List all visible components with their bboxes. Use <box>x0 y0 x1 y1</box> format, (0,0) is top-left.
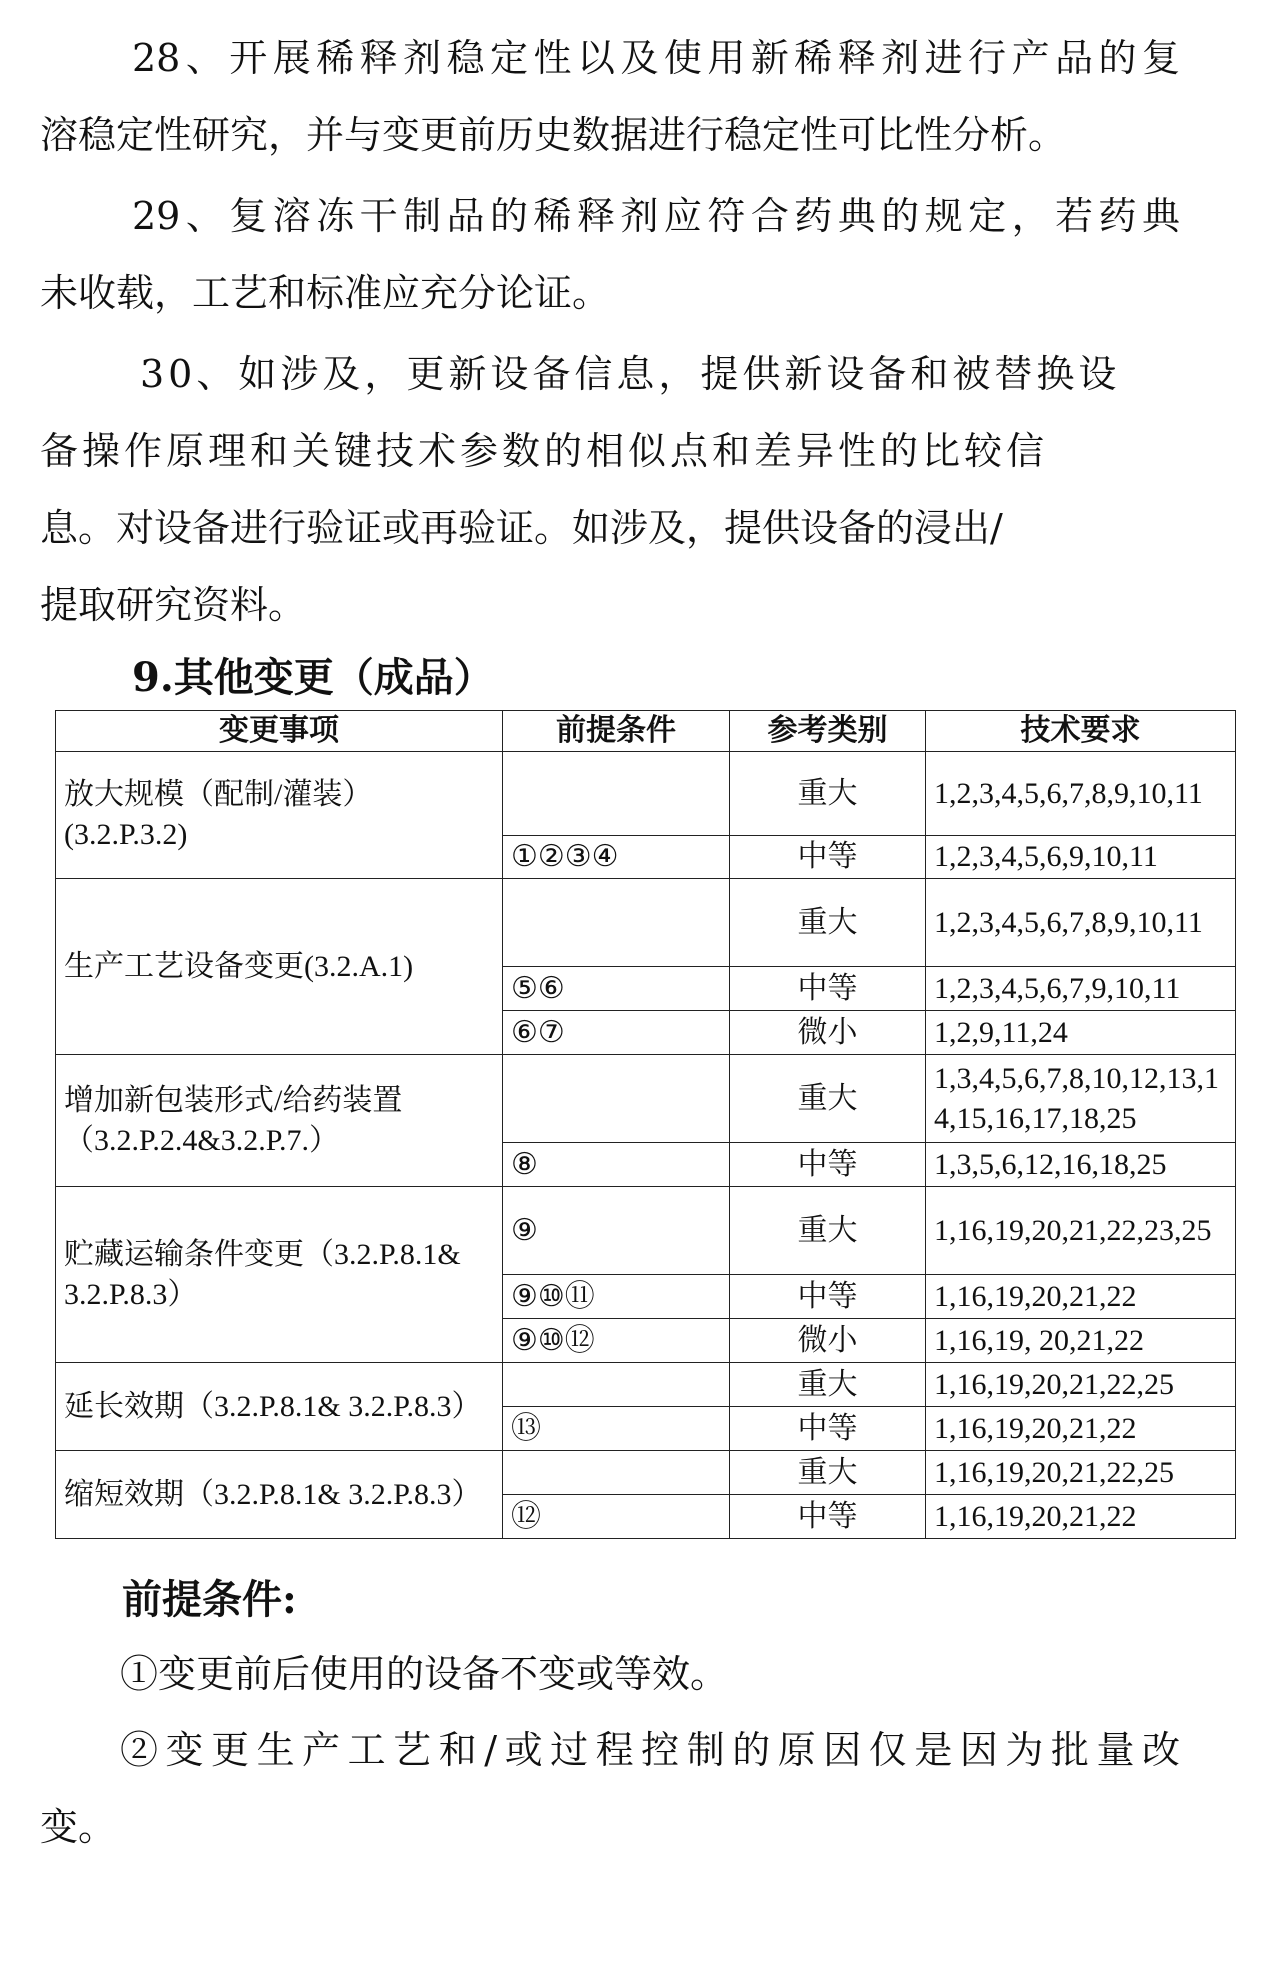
prerequisite-2-line1: ②变更生产工艺和/或过程控制的原因仅是因为批量改 <box>120 1728 1180 1772</box>
paragraph-29 <box>40 178 1180 332</box>
tech-cell: 1,2,3,4,5,6,7,8,9,10,11 <box>926 752 1236 836</box>
tech-cell: 1,2,3,4,5,6,7,9,10,11 <box>926 967 1236 1011</box>
header-tech: 技术要求 <box>926 711 1236 752</box>
tech-cell: 1,2,3,4,5,6,7,8,9,10,11 <box>926 879 1236 967</box>
paragraph-30-line1: 30、如涉及，更新设备信息，提供新设备和被替换设 <box>140 352 1121 396</box>
table-row <box>56 1055 1236 1143</box>
tech-cell: 1,16,19,20,21,22 <box>926 1407 1236 1451</box>
paragraph-29-line1: 29、复溶冻干制品的稀释剂应符合药典的规定，若药典 <box>132 194 1180 238</box>
paragraph-30-line3: 息。对设备进行验证或再验证。如涉及，提供设备的浸出/ <box>40 506 1003 550</box>
category-cell: 重大 <box>730 879 926 967</box>
tech-cell: 1,16,19,20,21,22,25 <box>926 1363 1236 1407</box>
prereq-cell: ⑫ <box>503 1495 730 1539</box>
category-cell: 重大 <box>730 1187 926 1275</box>
table-header-row <box>56 711 1236 752</box>
prereq-cell: ①②③④ <box>503 836 730 879</box>
header-item: 变更事项 <box>56 711 503 752</box>
category-cell: 重大 <box>730 1451 926 1495</box>
tech-cell: 1,3,5,6,12,16,18,25 <box>926 1143 1236 1187</box>
category-cell: 中等 <box>730 1275 926 1319</box>
prereq-cell: ⑨ <box>503 1187 730 1275</box>
table-row <box>56 1363 1236 1407</box>
category-cell: 重大 <box>730 1363 926 1407</box>
prereq-cell: ⑬ <box>503 1407 730 1451</box>
header-category: 参考类别 <box>730 711 926 752</box>
prereq-cell: ⑤⑥ <box>503 967 730 1011</box>
item-cell: 缩短效期（3.2.P.8.1& 3.2.P.8.3） <box>56 1451 503 1539</box>
prereq-cell: ⑥⑦ <box>503 1011 730 1055</box>
item-cell: 延长效期（3.2.P.8.1& 3.2.P.8.3） <box>56 1363 503 1451</box>
item-cell: 贮藏运输条件变更（3.2.P.8.1& 3.2.P.8.3） <box>56 1187 503 1363</box>
table-row <box>56 1187 1236 1275</box>
tech-cell: 1,2,9,11,24 <box>926 1011 1236 1055</box>
table-row <box>56 752 1236 836</box>
item-cell: 增加新包装形式/给药装置（3.2.P.2.4&3.2.P.7.） <box>56 1055 503 1187</box>
prereq-cell: ⑨⑩⑫ <box>503 1319 730 1363</box>
paragraph-30-line4: 提取研究资料。 <box>40 583 307 627</box>
table-row <box>56 1451 1236 1495</box>
prerequisites-title: 前提条件: <box>122 1576 297 1623</box>
category-cell: 重大 <box>730 1055 926 1143</box>
paragraph-30-line2: 备操作原理和关键技术参数的相似点和差异性的比较信 <box>40 429 1049 473</box>
tech-cell: 1,2,3,4,5,6,9,10,11 <box>926 836 1236 879</box>
prereq-cell: ⑨⑩⑪ <box>503 1275 730 1319</box>
prerequisite-2-line2: 变。 <box>40 1805 117 1849</box>
table-row <box>56 879 1236 967</box>
category-cell: 中等 <box>730 1143 926 1187</box>
tech-cell: 1,16,19,20,21,22 <box>926 1495 1236 1539</box>
prereq-cell <box>503 752 730 836</box>
section-title: 9.其他变更（成品） <box>132 654 494 701</box>
paragraph-30 <box>40 336 1180 644</box>
category-cell: 微小 <box>730 1011 926 1055</box>
tech-cell: 1,16,19,20,21,22,25 <box>926 1451 1236 1495</box>
prereq-cell <box>503 879 730 967</box>
prereq-cell <box>503 1451 730 1495</box>
paragraph-28 <box>40 20 1180 174</box>
prerequisite-2 <box>40 1712 1180 1866</box>
item-cell: 生产工艺设备变更(3.2.A.1) <box>56 879 503 1055</box>
change-table <box>55 710 1236 1539</box>
paragraph-28-line2: 溶稳定性研究，并与变更前历史数据进行稳定性可比性分析。 <box>40 113 1067 157</box>
category-cell: 中等 <box>730 1407 926 1451</box>
paragraph-28-line1: 28、开展稀释剂稳定性以及使用新稀释剂进行产品的复 <box>132 36 1180 80</box>
header-prereq: 前提条件 <box>503 711 730 752</box>
prerequisite-1 <box>40 1636 1180 1713</box>
tech-cell: 1,3,4,5,6,7,8,10,12,13,14,15,16,17,18,25 <box>926 1055 1236 1143</box>
tech-cell: 1,16,19,20,21,22 <box>926 1275 1236 1319</box>
prerequisite-1-text: ①变更前后使用的设备不变或等效。 <box>120 1652 729 1696</box>
prereq-cell: ⑧ <box>503 1143 730 1187</box>
tech-cell: 1,16,19, 20,21,22 <box>926 1319 1236 1363</box>
category-cell: 中等 <box>730 836 926 879</box>
category-cell: 微小 <box>730 1319 926 1363</box>
category-cell: 中等 <box>730 967 926 1011</box>
prereq-cell <box>503 1363 730 1407</box>
prereq-cell <box>503 1055 730 1143</box>
item-cell: 放大规模（配制/灌装）(3.2.P.3.2) <box>56 752 503 879</box>
paragraph-29-line2: 未收载，工艺和标准应充分论证。 <box>40 271 611 315</box>
category-cell: 重大 <box>730 752 926 836</box>
tech-cell: 1,16,19,20,21,22,23,25 <box>926 1187 1236 1275</box>
category-cell: 中等 <box>730 1495 926 1539</box>
